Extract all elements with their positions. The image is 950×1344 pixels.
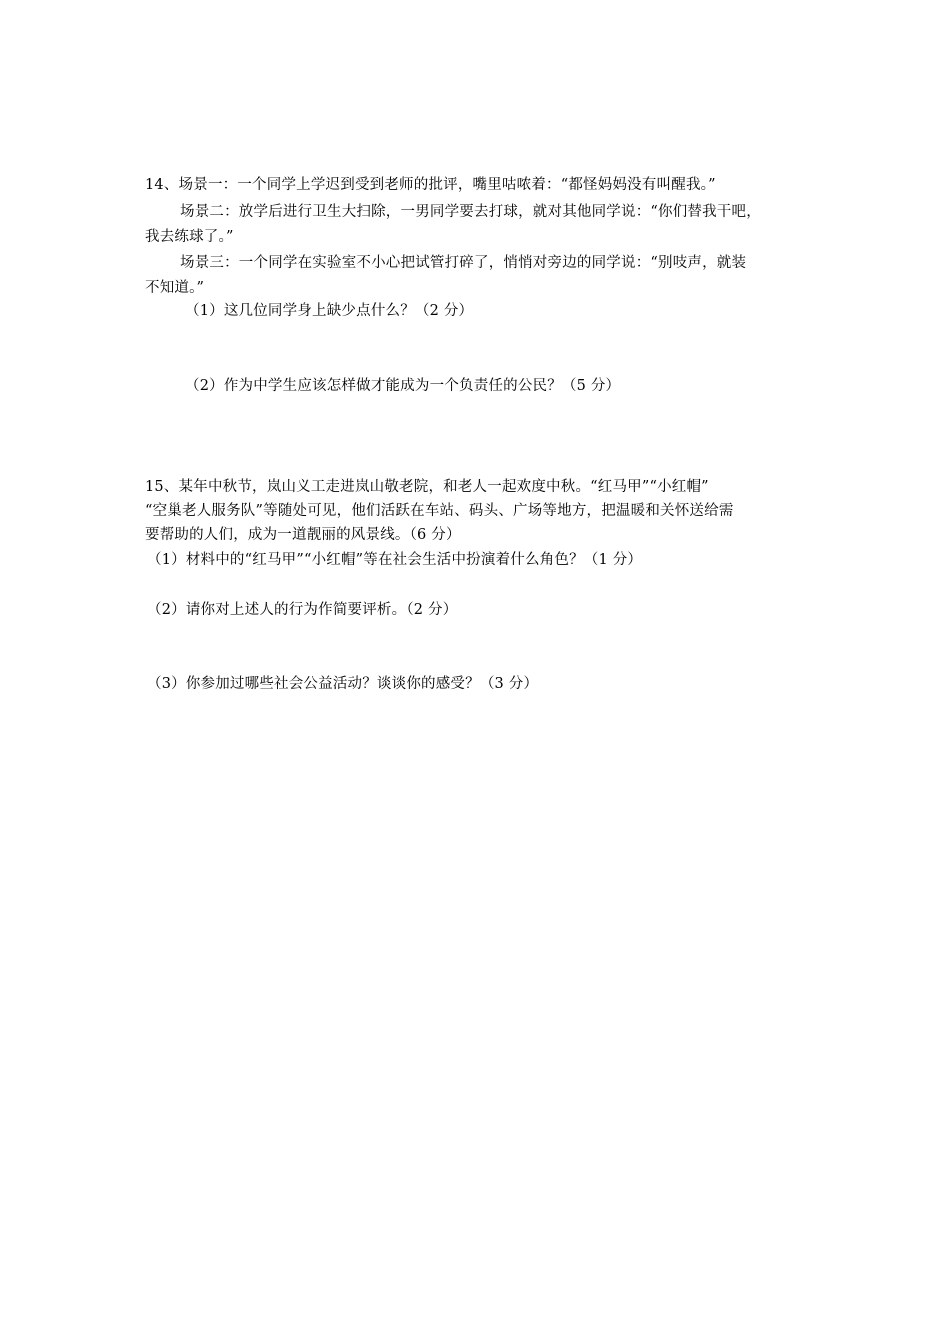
question-15-stem-line2: “空巢老人服务队”等随处可见，他们活跃在车站、码头、广场等地方，把温暖和关怀送给需 [145,503,734,519]
question-14-scene2-line1: 场景二：放学后进行卫生大扫除，一男同学要去打球，就对其他同学说：“你们替我干吧， [180,204,761,220]
question-14-scene3-line2: 不知道。” [145,280,205,296]
question-15-subquestion-2: （2）请你对上述人的行为作简要评析。（2 分） [147,602,458,618]
question-15-stem-line3: 要帮助的人们，成为一道靓丽的风景线。（6 分） [145,527,461,543]
question-14-scene3-line1: 场景三：一个同学在实验室不小心把试管打碎了，悄悄对旁边的同学说：“别吱声，就装 [180,255,747,271]
question-15-subquestion-1: （1）材料中的“红马甲”“小红帽”等在社会生活中扮演着什么角色？（1 分） [147,552,643,568]
question-15-subquestion-3: （3）你参加过哪些社会公益活动？谈谈你的感受？（3 分） [147,676,539,692]
question-14-stem: 14、场景一：一个同学上学迟到受到老师的批评，嘴里咕哝着：“都怪妈妈没有叫醒我。” [145,177,716,193]
question-14-scene2-line2: 我去练球了。” [145,229,234,245]
question-15-stem-line1: 15、某年中秋节，岚山义工走进岚山敬老院，和老人一起欢度中秋。“红马甲”“小红帽” [145,479,709,495]
question-14-subquestion-2: （2）作为中学生应该怎样做才能成为一个负责任的公民？（5 分） [185,378,621,394]
question-14-subquestion-1: （1）这几位同学身上缺少点什么？（2 分） [185,303,474,319]
